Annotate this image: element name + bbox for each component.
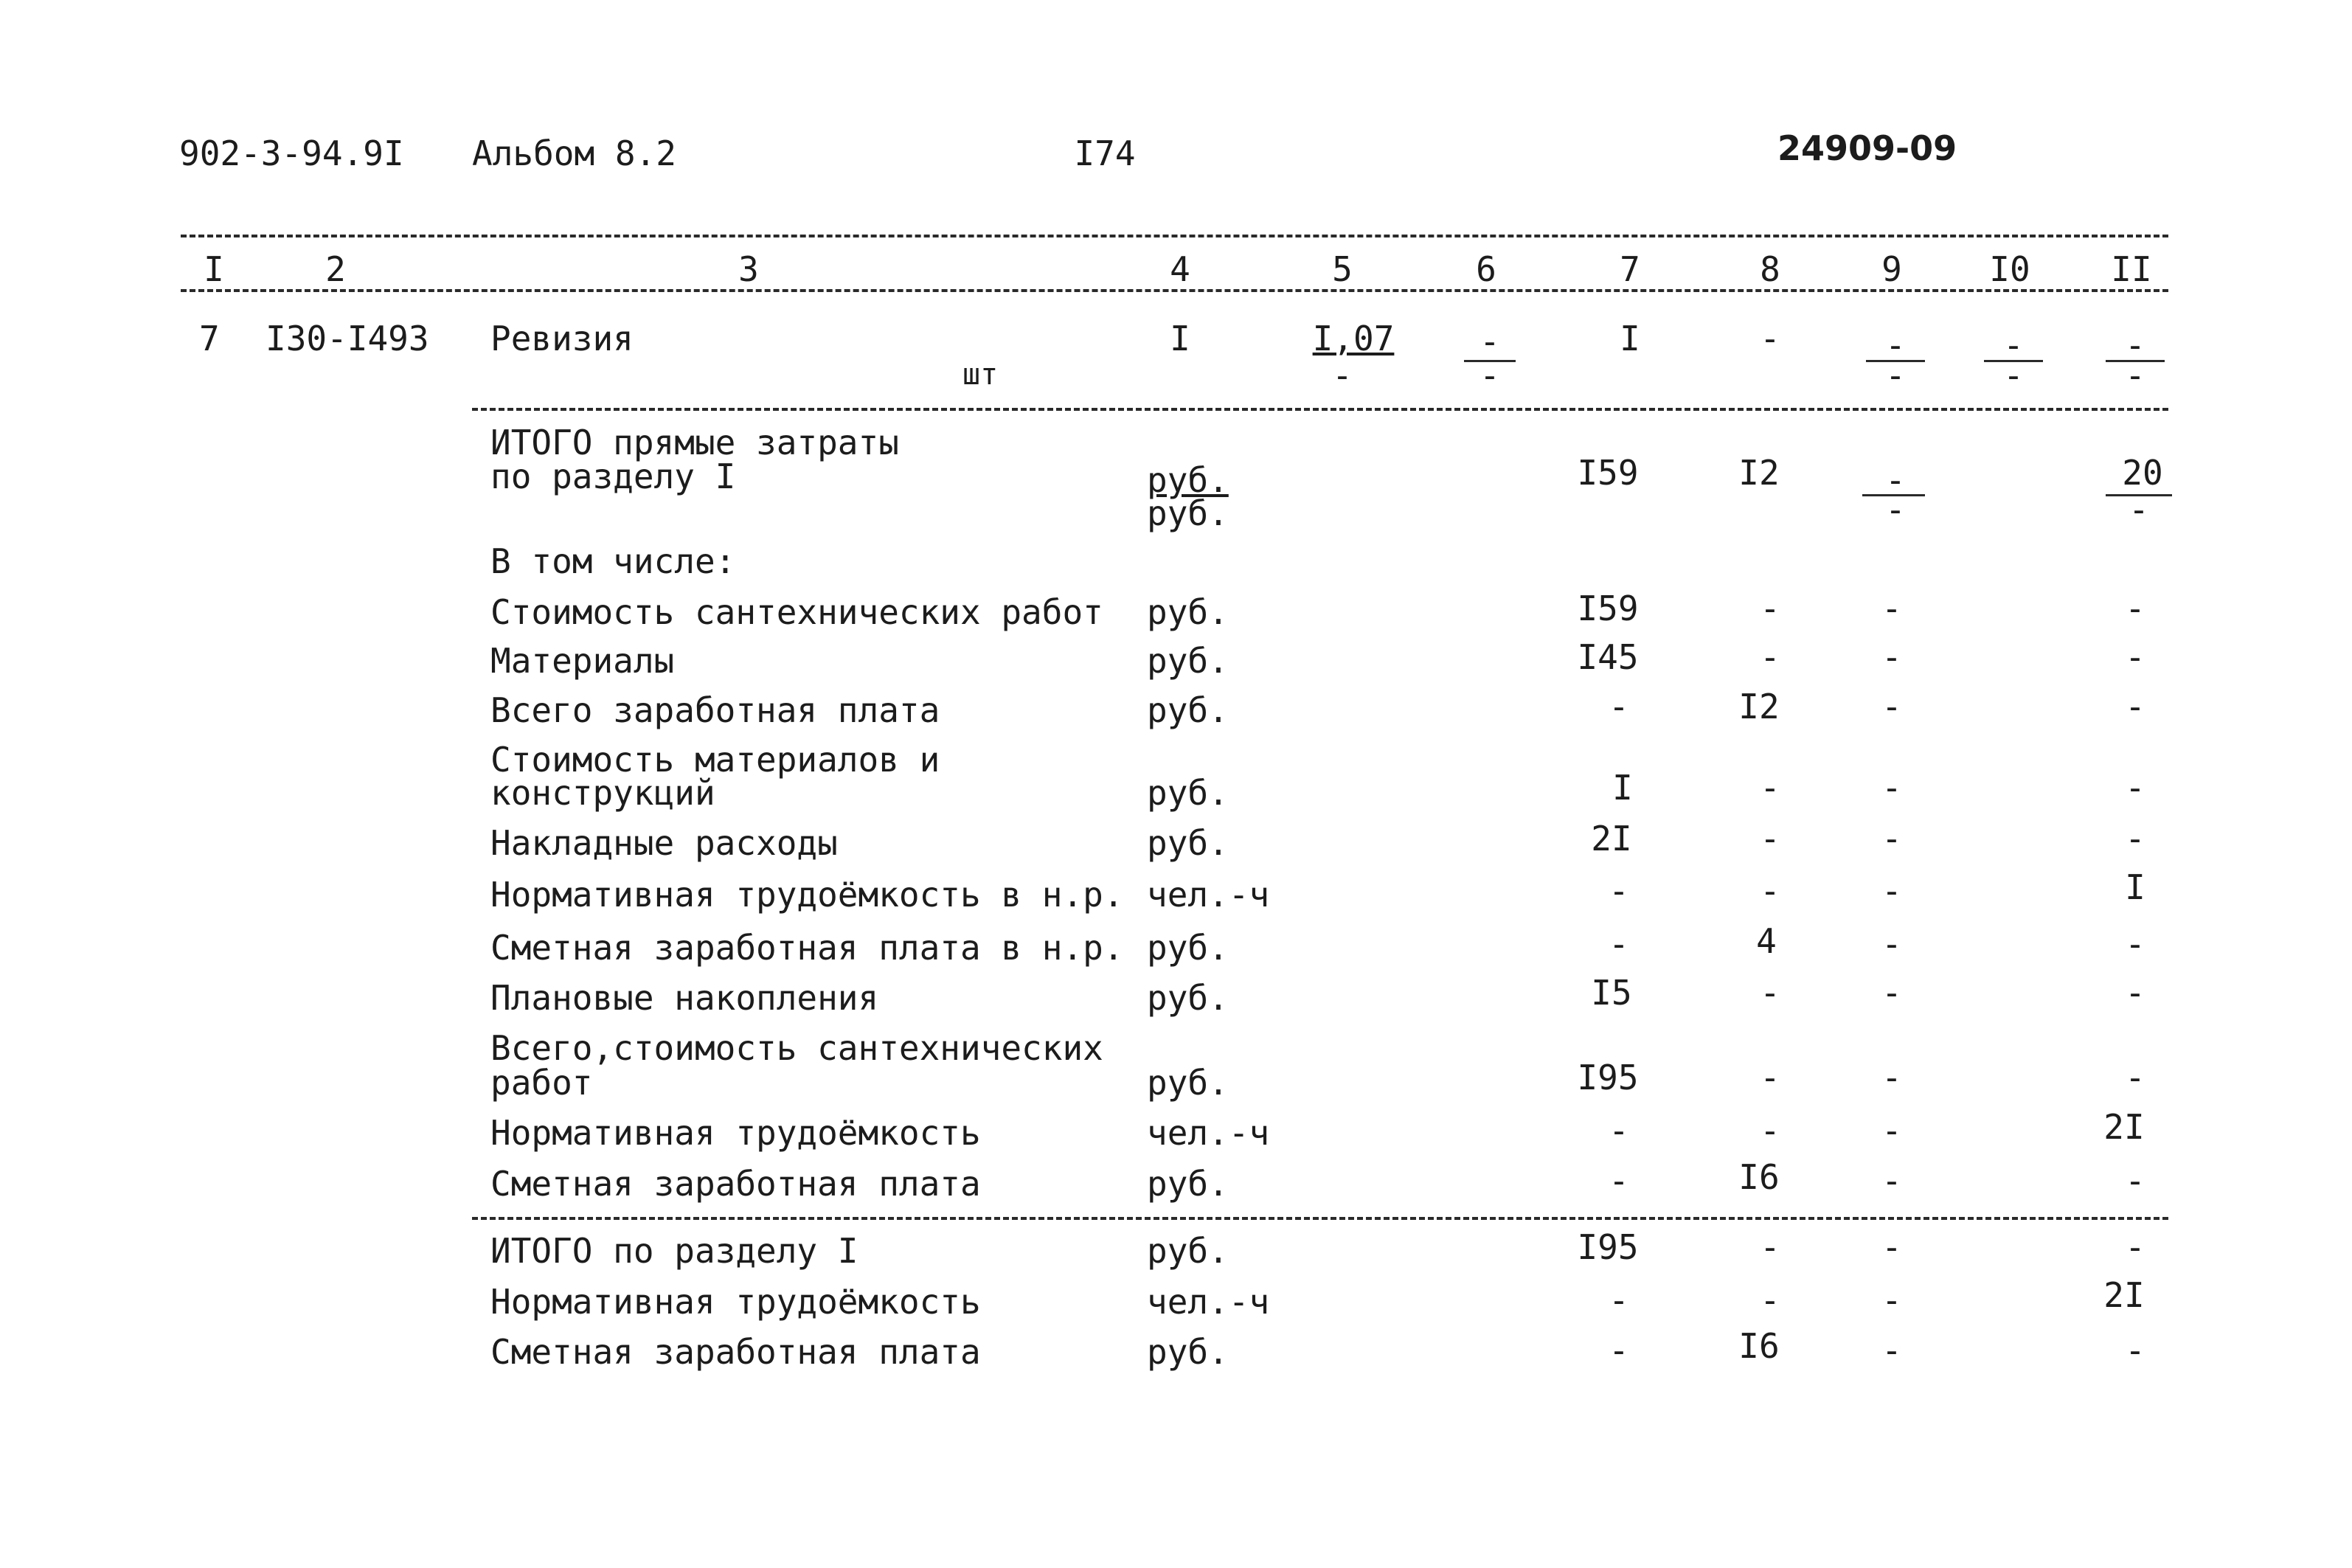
row-col8: I6 [1738,1157,1780,1197]
row-col9: - [1881,871,1902,911]
row-unit: руб. [1147,1332,1229,1372]
row-col9: - [1881,1111,1902,1151]
row-unit: чел.-ч [1147,875,1270,915]
row-unit: чел.-ч [1147,1282,1270,1322]
item-code: I30-I493 [266,319,429,358]
item-col7: I [1620,319,1640,358]
row-col11: - [2125,1331,2145,1370]
row-col11: - [2125,637,2145,677]
row-col8: - [1760,1280,1780,1320]
row-col11: - [2125,1227,2145,1267]
row-col7: I95 [1577,1058,1639,1097]
row-col9: - [1881,924,1902,964]
row-unit: руб. [1147,928,1229,968]
itogo-direct-unit-bottom: руб. [1147,493,1229,533]
colnum-3: 3 [738,249,759,289]
itogo-direct-line1: ИТОГО прямые затраты [490,423,899,462]
row-col8: - [1760,819,1780,858]
row-label: Нормативная трудоёмкость в н.р. [490,875,1124,915]
row-label: Нормативная трудоёмкость [490,1282,981,1322]
including-label: В том числе: [490,541,736,581]
colnum-7: 7 [1620,249,1640,289]
row-col7: 2I [1591,819,1632,858]
row-col9: - [1881,768,1902,808]
itogo-direct-line2: по разделу I [490,457,736,496]
row-col7: - [1609,1280,1629,1320]
row-col9: - [1881,687,1902,726]
row-label-continued: работ [490,1063,593,1103]
row-unit: руб. [1147,978,1229,1018]
dash-mark: - [1332,355,1353,395]
row-unit: руб. [1147,773,1229,813]
section-rule [472,1217,2168,1220]
row-col9: - [1881,1227,1902,1267]
row-col7: - [1609,871,1629,911]
row-col8: - [1760,1111,1780,1151]
item-col10: - [2003,325,2024,365]
row-label: Сметная заработная плата [490,1164,981,1204]
row-col9: - [1881,1280,1902,1320]
row-col8: - [1760,589,1780,628]
row-label: ИТОГО по разделу I [490,1231,858,1271]
row-col11: - [2125,589,2145,628]
itogo-direct-col8: I2 [1738,453,1780,493]
row-col7: - [1609,1111,1629,1151]
row-label: Сметная заработная плата [490,1332,981,1372]
row-col11: - [2125,1161,2145,1201]
row-label: Всего заработная плата [490,690,940,730]
row-col11: 2I [2103,1275,2145,1315]
dash-mark: - [2003,355,2024,395]
row-col8: I6 [1738,1326,1780,1366]
item-unit: шт [962,358,999,392]
item-col9: - [1885,325,1906,365]
row-col7: I5 [1591,973,1632,1013]
dash-mark: - [1885,355,1906,395]
row-col8: I2 [1738,687,1780,726]
dash-mark: - [2129,490,2149,530]
row-col11: I [2125,867,2145,907]
row-col9: - [1881,973,1902,1013]
row-col7: - [1609,687,1629,726]
row-col9: - [1881,1058,1902,1097]
dash-mark: - [1885,490,1906,530]
row-col8: - [1760,1058,1780,1097]
colnum-6: 6 [1476,249,1496,289]
page-number: I74 [1074,133,1136,173]
row-col7: - [1609,924,1629,964]
colnum-2: 2 [325,249,346,289]
dash-mark: - [1479,355,1500,395]
row-label: Всего,стоимость сантехнических [490,1028,1103,1068]
row-col9: - [1881,1331,1902,1370]
colnum-11: II [2111,249,2152,289]
row-unit: руб. [1147,690,1229,730]
row-unit: руб. [1147,1063,1229,1103]
item-number: 7 [199,319,220,358]
album-label: Альбом 8.2 [472,133,676,173]
row-col9: - [1881,1161,1902,1201]
colnum-10: I0 [1989,249,2030,289]
header-rule-bottom [181,289,2168,292]
colnum-5: 5 [1332,249,1353,289]
row-col8: - [1760,871,1780,911]
item-col8: - [1760,319,1780,358]
item-col5: I,07 [1312,319,1395,358]
row-col11: - [2125,687,2145,726]
row-label: Стоимость материалов и [490,740,940,780]
row-label: Нормативная трудоёмкость [490,1113,981,1153]
row-col11: - [2125,768,2145,808]
row-label-continued: конструкций [490,773,715,813]
colnum-8: 8 [1760,249,1780,289]
itogo-direct-col9: - [1885,460,1906,500]
row-col9: - [1881,637,1902,677]
row-col11: - [2125,1058,2145,1097]
item-rule [472,408,2168,411]
row-unit: руб. [1147,823,1229,863]
stamp-number: 24909-09 [1777,128,1957,168]
row-label: Стоимость сантехнических работ [490,592,1103,632]
row-col7: I45 [1577,637,1639,677]
row-col9: - [1881,819,1902,858]
row-col11: 2I [2103,1107,2145,1147]
colnum-1: I [204,249,224,289]
dash-mark: - [2125,355,2145,395]
row-unit: руб. [1147,1164,1229,1204]
row-label: Плановые накопления [490,978,879,1018]
row-col7: I [1612,768,1633,808]
row-label: Материалы [490,641,675,681]
item-col11: - [2125,325,2145,365]
row-col9: - [1881,589,1902,628]
header-rule-top [181,235,2168,237]
row-col8: 4 [1756,921,1777,961]
row-col7: - [1609,1161,1629,1201]
row-col11: - [2125,973,2145,1013]
item-col6: - [1479,322,1500,361]
row-col7: I95 [1577,1227,1639,1267]
item-name: Ревизия [490,319,634,358]
colnum-9: 9 [1881,249,1902,289]
row-col11: - [2125,819,2145,858]
row-col8: - [1760,1227,1780,1267]
row-col8: - [1760,973,1780,1013]
row-col7: - [1609,1331,1629,1370]
item-col4: I [1170,319,1190,358]
itogo-direct-col7: I59 [1577,453,1639,493]
row-unit: руб. [1147,592,1229,632]
row-label: Сметная заработная плата в н.р. [490,928,1124,968]
row-col8: - [1760,768,1780,808]
itogo-direct-unit-top: руб. [1147,460,1229,500]
row-col8: - [1760,637,1780,677]
row-label: Накладные расходы [490,823,838,863]
row-col7: I59 [1577,589,1639,628]
document-code: 902-3-94.9I [179,133,404,173]
colnum-4: 4 [1170,249,1190,289]
row-unit: руб. [1147,641,1229,681]
itogo-direct-col11: 20 [2122,453,2163,493]
row-unit: чел.-ч [1147,1113,1270,1153]
row-col11: - [2125,924,2145,964]
row-unit: руб. [1147,1231,1229,1271]
